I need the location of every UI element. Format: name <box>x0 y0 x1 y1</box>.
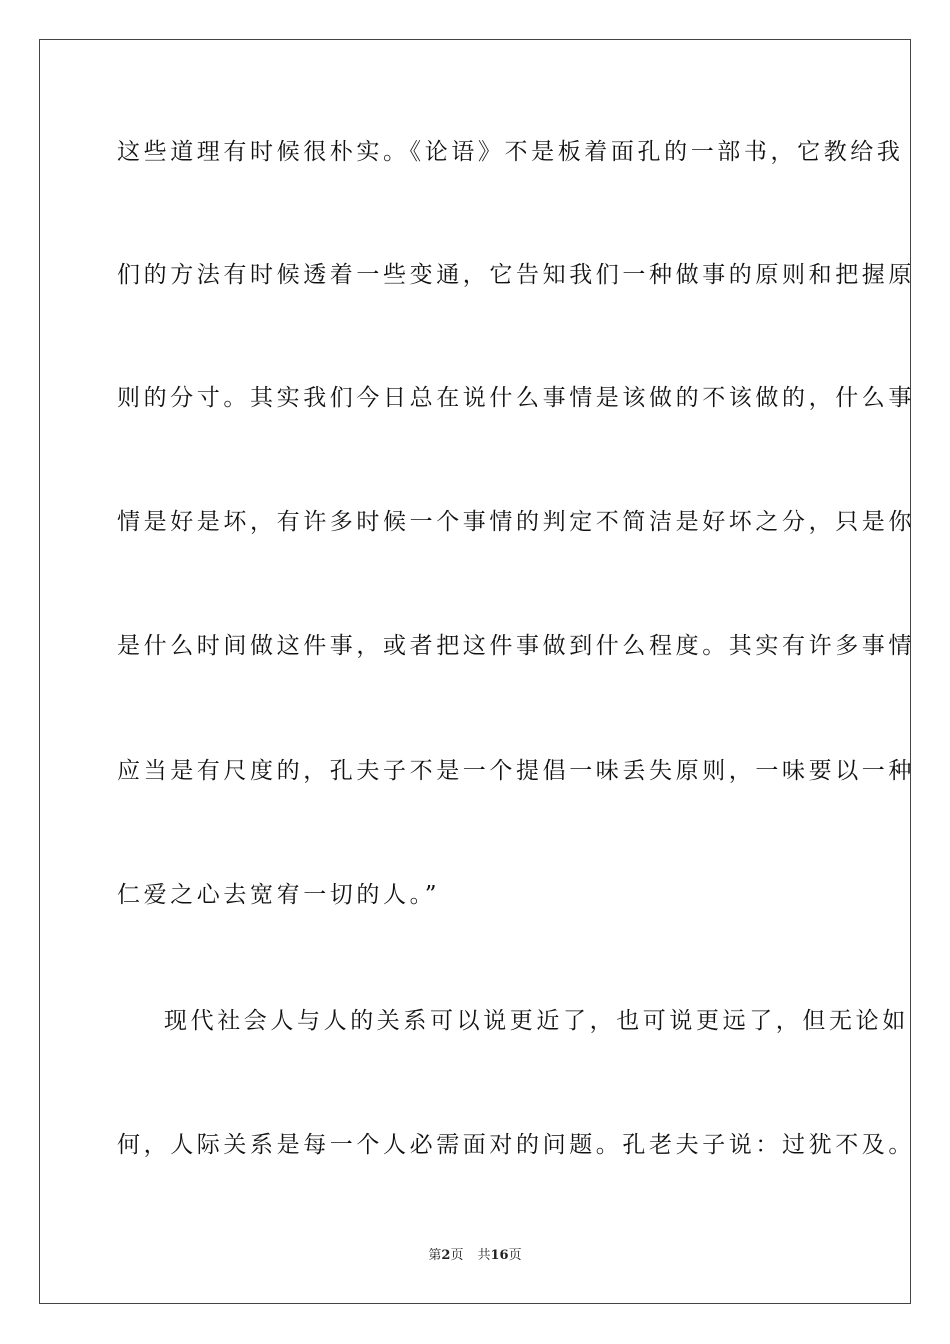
total-prefix: 共 <box>477 1248 491 1263</box>
current-page-number: 2 <box>441 1248 451 1263</box>
total-suffix: 页 <box>508 1248 522 1263</box>
paragraph-line: 情是好是坏，有许多时候一个事情的判定不简洁是好坏之分，只是你 <box>117 509 915 535</box>
paragraph-line: 现代社会人与人的关系可以说更近了，也可说更远了，但无论如 <box>164 1008 909 1034</box>
paragraph-line: 是什么时间做这件事，或者把这件事做到什么程度。其实有许多事情 <box>117 633 915 659</box>
page-border <box>39 39 915 1304</box>
paragraph-line: 仁爱之心去宽宥一切的人。” <box>117 882 441 908</box>
paragraph-line: 应当是有尺度的，孔夫子不是一个提倡一味丢失原则，一味要以一种 <box>117 758 915 784</box>
page-footer <box>0 1248 950 1264</box>
page-prefix: 第 <box>428 1248 442 1263</box>
paragraph-line: 则的分寸。其实我们今日总在说什么事情是该做的不该做的，什么事 <box>117 385 915 411</box>
total-page-count: 16 <box>490 1248 509 1263</box>
paragraph-line: 这些道理有时候很朴实。《论语》不是板着面孔的一部书，它教给我 <box>117 139 904 165</box>
page-suffix: 页 <box>450 1248 464 1263</box>
paragraph-line: 何，人际关系是每一个人必需面对的问题。孔老夫子说：过犹不及。 <box>117 1132 915 1158</box>
paragraph-line: 们的方法有时候透着一些变通，它告知我们一种做事的原则和把握原 <box>117 262 915 288</box>
